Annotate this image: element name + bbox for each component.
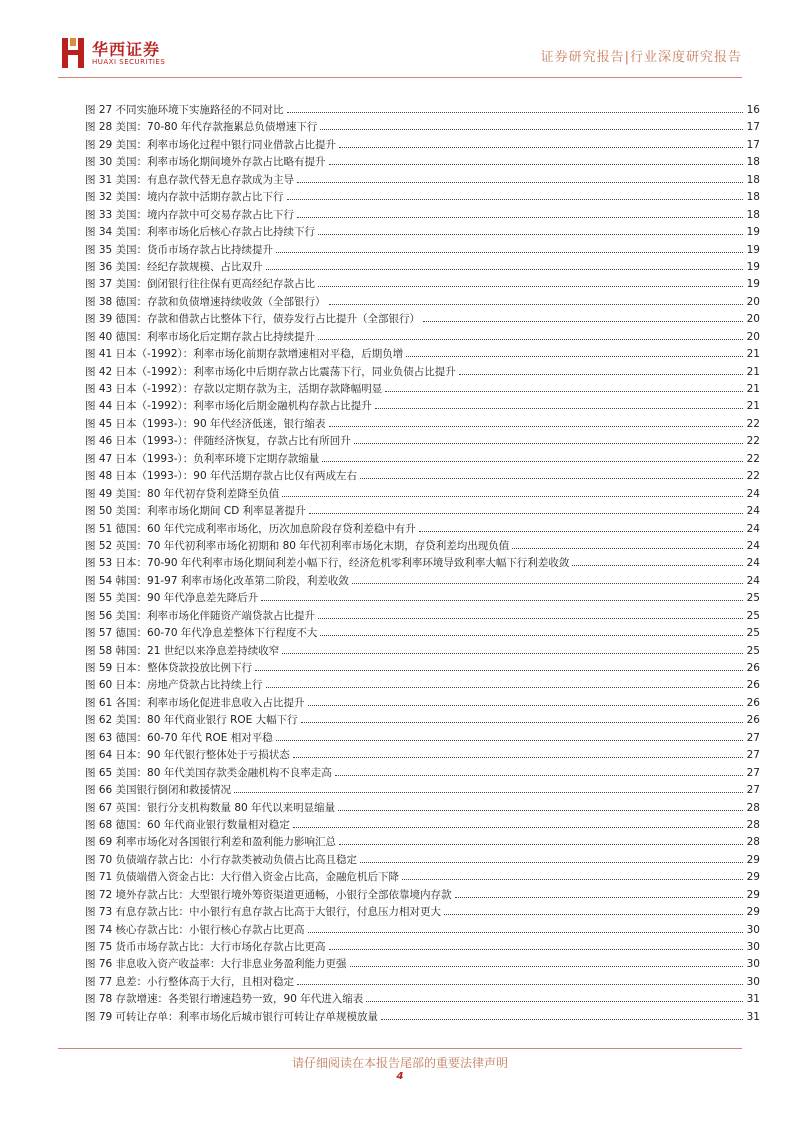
toc-entry[interactable]: [85, 990, 760, 1007]
toc-entry-title: 图 50 美国：利率市场化期间 CD 利率显著提升: [85, 505, 306, 518]
toc-entry-page: 28: [746, 818, 760, 831]
toc-dot-leader: [308, 921, 743, 933]
toc-entry-page: 22: [746, 470, 760, 483]
toc-entry-title: 图 65 美国：80 年代美国存款类金融机构不良率走高: [85, 766, 332, 779]
toc-entry-title: 图 39 德国：存款和借款占比整体下行，债券发行占比提升（全部银行）: [85, 313, 421, 326]
toc-entry[interactable]: [85, 711, 760, 728]
toc-entry[interactable]: [85, 450, 760, 467]
toc-entry-page: 21: [746, 400, 760, 413]
toc-entry-page: 29: [746, 853, 760, 866]
toc-entry-page: 28: [746, 801, 760, 814]
toc-dot-leader: [318, 275, 743, 287]
toc-entry-page: 24: [746, 487, 760, 500]
toc-dot-leader: [320, 118, 743, 130]
toc-entry-page: 16: [746, 104, 760, 116]
toc-entry-title: 图 27 不同实施环境下实施路径的不同对比: [85, 104, 284, 116]
toc-dot-leader: [329, 153, 743, 165]
toc-entry[interactable]: [85, 554, 760, 571]
toc-dot-leader: [352, 572, 743, 584]
toc-entry-title: 图 31 美国：有息存款代替无息存款成为主导: [85, 173, 295, 186]
toc-entry-title: 图 74 核心存款占比：小银行核心存款占比更高: [85, 923, 305, 936]
toc-entry-page: 24: [746, 505, 760, 518]
toc-dot-leader: [287, 188, 743, 200]
toc-entry-title: 图 60 日本：房地产贷款占比持续上行: [85, 679, 263, 692]
toc-entry[interactable]: [85, 485, 760, 502]
toc-entry-title: 图 52 英国：70 年代初利率市场化初期和 80 年代初利率市场化末期，存贷利差均出现负值: [85, 539, 510, 552]
report-type-label: 证券研究报告|行业深度研究报告: [540, 50, 742, 65]
toc-entry-title: 图 57 德国：60-70 年代净息差整体下行程度不大: [85, 627, 318, 640]
toc-entry-title: 图 71 负债端借入资金占比：大行借入资金占比高，金融危机后下降: [85, 871, 400, 884]
toc-entry-title: 图 62 美国：80 年代商业银行 ROE 大幅下行: [85, 714, 298, 727]
toc-entry-page: 26: [746, 696, 760, 709]
toc-entry-page: 20: [746, 330, 760, 343]
toc-entry[interactable]: [85, 345, 760, 362]
toc-entry-page: 22: [746, 435, 760, 448]
toc-entry-page: 17: [746, 121, 760, 134]
toc-entry-title: 图 55 美国：90 年代净息差先降后升: [85, 592, 259, 605]
toc-entry-title: 图 63 德国：60-70 年代 ROE 相对平稳: [85, 731, 273, 744]
toc-entry-title: 图 40 德国：利率市场化后定期存款占比持续提升: [85, 330, 316, 343]
toc-dot-leader: [455, 886, 743, 898]
toc-dot-leader: [255, 659, 743, 671]
toc-entry-title: 图 42 日本（-1992）：利率市场化中后期存款占比震荡下行，同业负债占比提升: [85, 365, 456, 378]
toc-entry-page: 18: [746, 208, 760, 221]
toc-dot-leader: [329, 293, 743, 305]
toc-entry-title: 图 33 美国：境内存款中可交易存款占比下行: [85, 208, 295, 221]
toc-entry-title: 图 77 息差：小行整体高于大行，且相对稳定: [85, 975, 295, 988]
toc-entry[interactable]: [85, 118, 760, 135]
toc-entry-title: 图 49 美国：80 年代初存贷利差降至负值: [85, 487, 280, 500]
toc-dot-leader: [297, 206, 743, 218]
toc-entry-title: 图 46 日本（1993-）：伴随经济恢复，存款占比有所回升: [85, 435, 351, 448]
toc-dot-leader: [234, 781, 743, 793]
toc-entry-title: 图 36 美国：经纪存款规模、占比双升: [85, 260, 263, 273]
toc-entry-title: 图 70 负债端存款占比：小行存款类被动负债占比高且稳定: [85, 853, 358, 866]
toc-dot-leader: [318, 328, 743, 340]
toc-dot-leader: [350, 955, 743, 967]
toc-entry-title: 图 29 美国：利率市场化过程中银行同业借款占比提升: [85, 138, 337, 151]
toc-entry[interactable]: [85, 467, 760, 484]
toc-entry[interactable]: [85, 764, 760, 781]
toc-entry-page: 17: [746, 138, 760, 151]
toc-entry-title: 图 45 日本（1993-）：90 年代经济低迷，银行缩表: [85, 417, 326, 430]
toc-entry-title: 图 47 日本（1993-）：负利率环境下定期存款缩量: [85, 452, 320, 465]
toc-entry[interactable]: [85, 659, 760, 676]
toc-entry[interactable]: [85, 258, 760, 275]
toc-entry-page: 30: [746, 975, 760, 988]
toc-entry-page: 26: [746, 662, 760, 674]
toc-dot-leader: [366, 990, 743, 1002]
toc-dot-leader: [309, 502, 743, 514]
toc-entry-title: 图 44 日本（-1992）：利率市场化后期金融机构存款占比提升: [85, 400, 372, 413]
toc-dot-leader: [459, 363, 743, 375]
toc-dot-leader: [297, 171, 743, 183]
toc-entry[interactable]: [85, 241, 760, 258]
toc-entry[interactable]: [85, 415, 760, 432]
toc-entry[interactable]: [85, 746, 760, 763]
toc-entry-page: 29: [746, 888, 760, 901]
toc-entry[interactable]: [85, 973, 760, 990]
toc-dot-leader: [512, 537, 743, 549]
toc-entry-page: 25: [746, 592, 760, 605]
page-number: 4: [396, 1071, 404, 1082]
toc-entry-page: 19: [746, 226, 760, 239]
toc-entry[interactable]: [85, 502, 760, 519]
toc-dot-leader: [301, 711, 743, 723]
toc-entry[interactable]: [85, 799, 760, 816]
toc-entry[interactable]: [85, 833, 760, 850]
page-header: [0, 0, 800, 80]
toc-entry-title: 图 32 美国：境内存款中活期存款占比下行: [85, 191, 284, 204]
logo-english-name: HUAXI SECURITIES: [92, 58, 166, 66]
toc-dot-leader: [318, 607, 743, 619]
toc-entry-page: 24: [746, 539, 760, 552]
toc-entry-title: 图 35 美国：货币市场存款占比持续提升: [85, 243, 274, 256]
toc-dot-leader: [266, 676, 743, 688]
toc-dot-leader: [308, 694, 743, 706]
legal-notice: 请仔细阅读在本报告尾部的重要法律声明: [291, 1056, 508, 1070]
toc-dot-leader: [385, 380, 743, 392]
toc-entry[interactable]: [85, 101, 760, 118]
toc-dot-leader: [276, 241, 743, 253]
toc-entry[interactable]: [85, 781, 760, 798]
toc-entry-title: 图 76 非息收入资产收益率：大行非息业务盈利能力更强: [85, 958, 347, 971]
toc-entry[interactable]: [85, 171, 760, 188]
toc-entry[interactable]: [85, 293, 760, 310]
toc-entry[interactable]: [85, 310, 760, 327]
toc-entry-title: 图 75 货币市场存款占比：大行市场化存款占比更高: [85, 941, 326, 953]
toc-entry[interactable]: [85, 851, 760, 868]
toc-dot-leader: [293, 746, 743, 758]
toc-dot-leader: [318, 223, 743, 235]
toc-entry-title: 图 51 德国：60 年代完成利率市场化，历次加息阶段存贷利差稳中有升: [85, 522, 416, 535]
footer-divider: [58, 1048, 742, 1049]
toc-dot-leader: [266, 258, 743, 270]
toc-entry-title: 图 38 德国：存款和负债增速持续收敛（全部银行）: [85, 295, 326, 308]
toc-entry[interactable]: [85, 921, 760, 938]
toc-dot-leader: [572, 554, 743, 566]
toc-entry-page: 18: [746, 156, 760, 169]
toc-entry-page: 25: [746, 644, 760, 657]
toc-entry-page: 31: [746, 1010, 760, 1023]
toc-entry-page: 27: [746, 784, 760, 797]
toc-entry[interactable]: [85, 938, 760, 955]
toc-entry[interactable]: [85, 223, 760, 240]
toc-entry-page: 20: [746, 313, 760, 326]
toc-entry-page: 30: [746, 941, 760, 953]
toc-dot-leader: [381, 1008, 743, 1020]
toc-entry[interactable]: [85, 1008, 760, 1025]
toc-dot-leader: [444, 903, 743, 915]
company-logo: [60, 36, 180, 70]
toc-entry-title: 图 64 日本：90 年代银行整体处于亏损状态: [85, 749, 290, 762]
toc-entry[interactable]: [85, 694, 760, 711]
toc-entry-title: 图 78 存款增速：各类银行增速趋势一致，90 年代进入缩表: [85, 993, 364, 1006]
toc-entry-title: 图 37 美国：倒闭银行往往保有更高经纪存款占比: [85, 278, 316, 291]
toc-entry-title: 图 67 英国：银行分支机构数量 80 年代以来明显缩量: [85, 801, 336, 814]
toc-dot-leader: [329, 938, 743, 950]
toc-entry-title: 图 58 韩国：21 世纪以来净息差持续收窄: [85, 644, 280, 657]
toc-entry[interactable]: [85, 537, 760, 554]
toc-entry-page: 24: [746, 574, 760, 587]
toc-entry[interactable]: [85, 607, 760, 624]
toc-entry[interactable]: [85, 432, 760, 449]
toc-entry-page: 21: [746, 383, 760, 395]
toc-entry-page: 25: [746, 609, 760, 622]
toc-entry-page: 27: [746, 749, 760, 762]
toc-entry-page: 30: [746, 923, 760, 936]
toc-dot-leader: [339, 833, 743, 845]
toc-entry-page: 21: [746, 348, 760, 361]
toc-dot-leader: [293, 816, 743, 828]
toc-entry[interactable]: [85, 729, 760, 746]
header-divider: [58, 77, 742, 78]
toc-entry-title: 图 69 利率市场化对各国银行利差和盈利能力影响汇总: [85, 836, 337, 849]
toc-dot-leader: [335, 764, 743, 776]
toc-dot-leader: [402, 868, 743, 880]
toc-entry-title: 图 73 有息存款占比：中小银行有息存款占比高于大银行，付息压力相对更大: [85, 906, 442, 919]
toc-dot-leader: [322, 450, 743, 462]
toc-dot-leader: [419, 520, 743, 532]
toc-entry-title: 图 72 境外存款占比：大型银行境外筹资渠道更通畅，小银行全部依靠境内存款: [85, 888, 452, 901]
huaxi-logo-icon: [60, 36, 86, 70]
toc-entry-page: 24: [746, 522, 760, 535]
toc-dot-leader: [406, 345, 743, 357]
toc-entry-page: 28: [746, 836, 760, 849]
toc-entry[interactable]: [85, 206, 760, 223]
toc-entry[interactable]: [85, 328, 760, 345]
toc-entry-page: 25: [746, 627, 760, 640]
toc-entry-title: 图 30 美国：利率市场化期间境外存款占比略有提升: [85, 156, 326, 169]
figure-toc-list: [85, 101, 760, 1025]
toc-entry-page: 22: [746, 452, 760, 465]
toc-dot-leader: [360, 467, 743, 479]
toc-entry-page: 26: [746, 679, 760, 692]
toc-entry-page: 22: [746, 417, 760, 430]
toc-entry-title: 图 28 美国：70-80 年代存款拖累总负债增速下行: [85, 121, 318, 134]
toc-entry-page: 26: [746, 714, 760, 727]
toc-entry[interactable]: [85, 363, 760, 380]
toc-dot-leader: [354, 432, 743, 444]
toc-entry-title: 图 68 德国：60 年代商业银行数量相对稳定: [85, 818, 290, 831]
toc-dot-leader: [339, 136, 743, 148]
toc-entry-title: 图 54 韩国：91-97 利率市场化改革第二阶段，利差收敛: [85, 574, 349, 587]
toc-dot-leader: [276, 729, 743, 741]
toc-entry[interactable]: [85, 886, 760, 903]
toc-entry-title: 图 34 美国：利率市场化后核心存款占比持续下行: [85, 226, 316, 239]
toc-entry-page: 21: [746, 365, 760, 378]
toc-entry[interactable]: [85, 624, 760, 641]
toc-entry[interactable]: [85, 676, 760, 693]
toc-dot-leader: [297, 973, 743, 985]
toc-dot-leader: [423, 310, 743, 322]
toc-entry[interactable]: [85, 903, 760, 920]
toc-entry-page: 27: [746, 731, 760, 744]
toc-entry[interactable]: [85, 153, 760, 170]
toc-dot-leader: [282, 642, 743, 654]
toc-entry-page: 29: [746, 871, 760, 884]
toc-entry-title: 图 61 各国：利率市场化促进非息收入占比提升: [85, 696, 305, 709]
toc-entry-title: 图 59 日本：整体贷款投放比例下行: [85, 662, 253, 674]
toc-entry-page: 31: [746, 993, 760, 1006]
toc-entry[interactable]: [85, 380, 760, 397]
toc-entry[interactable]: [85, 136, 760, 153]
toc-dot-leader: [320, 624, 743, 636]
toc-entry-page: 19: [746, 243, 760, 256]
toc-entry-title: 图 48 日本（1993-）：90 年代活期存款占比仅有两成左右: [85, 470, 357, 483]
toc-entry-title: 图 79 可转让存单：利率市场化后城市银行可转让存单规模放量: [85, 1010, 379, 1023]
toc-entry-page: 24: [746, 557, 760, 570]
toc-entry[interactable]: [85, 589, 760, 606]
toc-entry-title: 图 53 日本：70-90 年代利率市场化期间利差小幅下行，经济危机零利率环境导致利率大幅下行利差收敛: [85, 557, 570, 570]
toc-entry[interactable]: [85, 572, 760, 589]
toc-entry-page: 19: [746, 278, 760, 291]
toc-entry-page: 18: [746, 191, 760, 204]
logo-chinese-name: 华西证券: [92, 40, 161, 59]
toc-entry[interactable]: [85, 275, 760, 292]
toc-dot-leader: [261, 589, 743, 601]
toc-dot-leader: [338, 799, 743, 811]
toc-entry-page: 27: [746, 766, 760, 779]
toc-entry[interactable]: [85, 520, 760, 537]
toc-entry[interactable]: [85, 397, 760, 414]
toc-entry-page: 30: [746, 958, 760, 971]
toc-entry-title: 图 41 日本（-1992）：利率市场化前期存款增速相对平稳，后期负增: [85, 348, 404, 361]
toc-dot-leader: [287, 101, 743, 113]
toc-dot-leader: [329, 415, 744, 427]
toc-entry-title: 图 43 日本（-1992）：存款以定期存款为主，活期存款降幅明显: [85, 383, 383, 395]
toc-entry[interactable]: [85, 816, 760, 833]
toc-entry[interactable]: [85, 642, 760, 659]
toc-entry-page: 18: [746, 173, 760, 186]
toc-entry-page: 29: [746, 906, 760, 919]
toc-dot-leader: [282, 485, 743, 497]
toc-entry-page: 20: [746, 295, 760, 308]
toc-dot-leader: [360, 851, 743, 863]
toc-entry-title: 图 66 美国银行倒闭和救援情况: [85, 784, 232, 797]
toc-entry-page: 19: [746, 260, 760, 273]
toc-entry[interactable]: [85, 188, 760, 205]
toc-entry[interactable]: [85, 868, 760, 885]
toc-entry[interactable]: [85, 955, 760, 972]
toc-entry-title: 图 56 美国：利率市场化伴随资产端贷款占比提升: [85, 609, 316, 622]
toc-dot-leader: [375, 397, 743, 409]
